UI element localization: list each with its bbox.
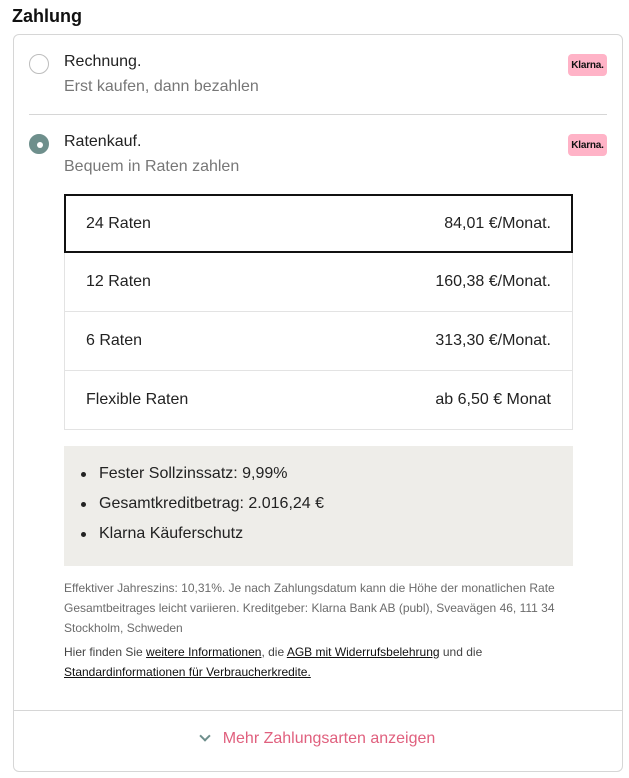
option-title: Ratenkauf. <box>64 133 142 150</box>
legal-links-sep: , die <box>261 645 287 659</box>
legal-text: Effektiver Jahreszins: 10,31%. Je nach Zahlungsdatum kann die Höhe der monatlichen Rate Gesamtbeitrages leicht variieren. Kreditgeber: Klarna Bank AB (publ), Sveavägen 46, 111 34 Stockholm, Schweden <box>64 581 555 635</box>
option-subtitle: Bequem in Raten zahlen <box>64 158 240 175</box>
option-subtitle: Erst kaufen, dann bezahlen <box>64 78 259 95</box>
legal-links-sep: und die <box>439 645 483 659</box>
chevron-down-icon <box>199 730 210 741</box>
radio-ratenkauf[interactable] <box>29 134 49 154</box>
installment-flexible[interactable] <box>64 371 573 430</box>
link-agb[interactable]: AGB mit Widerrufsbelehrung <box>286 645 440 659</box>
installment-label: Flexible Raten <box>86 391 189 408</box>
option-divider <box>29 114 607 115</box>
radio-rechnung[interactable] <box>29 54 49 74</box>
link-standardinformationen[interactable]: Standardinformationen für Verbraucherkredite. <box>64 665 311 679</box>
installment-amount: ab 6,50 € Monat <box>435 391 551 408</box>
option-title: Rechnung. <box>64 53 142 70</box>
legal-links-prefix: Hier finden Sie <box>64 645 147 659</box>
installment-amount: 313,30 €/Monat. <box>435 332 551 349</box>
info-item: Gesamtkreditbetrag: 2.016,24 € <box>79 492 573 522</box>
installment-label: 12 Raten <box>86 273 151 290</box>
credit-info-box <box>64 446 573 566</box>
installment-label: 24 Raten <box>86 214 151 232</box>
klarna-logo: Klarna. <box>568 134 607 156</box>
more-payment-methods-button[interactable] <box>14 730 622 748</box>
klarna-logo: Klarna. <box>568 54 607 76</box>
more-label: Mehr Zahlungsarten anzeigen <box>222 730 436 747</box>
installment-12[interactable] <box>64 253 573 312</box>
link-weitere-informationen[interactable]: weitere Informationen <box>146 645 262 659</box>
installment-list <box>64 194 573 430</box>
installment-label: 6 Raten <box>86 332 143 349</box>
installment-24[interactable] <box>64 194 573 253</box>
payment-card <box>13 34 623 772</box>
legal-links <box>64 642 573 682</box>
section-title: Zahlung <box>12 6 82 26</box>
installment-6[interactable] <box>64 312 573 371</box>
installment-amount: 84,01 €/Monat. <box>444 214 551 232</box>
installment-amount: 160,38 €/Monat. <box>435 273 551 290</box>
footer-divider <box>14 710 622 711</box>
info-item: Fester Sollzinssatz: 9,99% <box>79 462 573 492</box>
info-item: Klarna Käuferschutz <box>79 522 573 552</box>
